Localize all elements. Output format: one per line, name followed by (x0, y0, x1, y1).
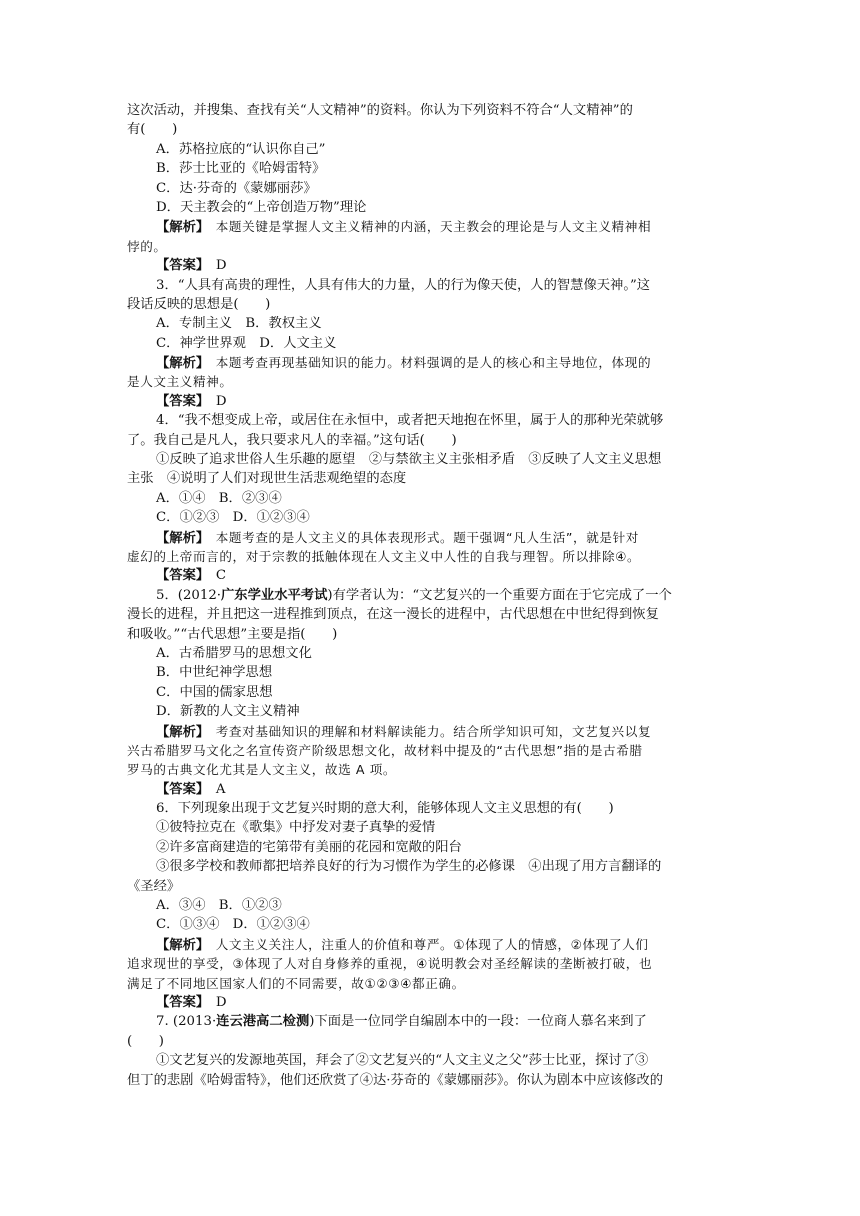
text-line (127, 605, 733, 624)
text-line (127, 702, 733, 721)
line-text: A．苏格拉底的“认识你自己” (156, 141, 326, 157)
line-text: C．中国的儒家思想 (156, 684, 273, 700)
line-text: D (202, 393, 227, 409)
line-text: 和吸收。”“古代思想”主要是指( ) (127, 626, 338, 642)
text-line (127, 663, 733, 682)
line-text: A．③④ B．①②③ (156, 898, 282, 914)
line-text: A．专制主义 B．教权主义 (156, 316, 322, 332)
line-text: ①文艺复兴的发源地英国，拜会了②文艺复兴的“人文主义之父”莎士比亚，探讨了③ (156, 1053, 649, 1069)
line-text: 本题关键是掌握人文主义精神的内涵，天主教会的理论是与人文主义精神相 (202, 219, 652, 235)
text-line (127, 915, 733, 934)
line-text: ①反映了追求世俗人生乐趣的愿望 ②与禁欲主义主张相矛盾 ③反映了人文主义思想 (156, 452, 662, 468)
line-text: 满足了不同地区国家人们的不同需要，故①②③④都正确。 (127, 975, 465, 991)
text-line (127, 838, 733, 857)
text-line (127, 120, 733, 139)
text-line (127, 877, 733, 896)
line-text: 段话反映的思想是( ) (127, 296, 271, 312)
analysis-tag: 【解析】 (156, 356, 203, 372)
text-line (127, 1032, 733, 1051)
line-text: 漫长的进程，并且把这一进程推到顶点，在这一漫长的进程中，古代思想在中世纪得到恢复 (127, 607, 659, 623)
line-text: 考查对基础知识的理解和材料解读能力。结合所学知识可知，文艺复兴以复 (202, 723, 652, 739)
line-text: D (202, 994, 227, 1010)
line-text: ( ) (127, 1033, 164, 1049)
line-text: 有( ) (127, 122, 178, 138)
text-line (127, 896, 733, 915)
document-body (127, 101, 733, 1090)
line-text: D．天主教会的“上帝创造万物”理论 (156, 199, 367, 215)
text-line (127, 489, 733, 508)
text-line (127, 469, 733, 488)
line-text: C．神学世界观 D．人文主义 (156, 335, 337, 351)
text-line (127, 450, 733, 469)
line-text: ①彼特拉克在《歌集》中抒发对妻子真挚的爱情 (156, 820, 436, 836)
line-text: 虚幻的上帝而言的，对于宗教的抵触体现在人文主义中人性的自我与理智。所以排除④。 (127, 548, 641, 564)
line-text: C．①②③ D．①②③④ (156, 510, 310, 526)
analysis-line (127, 935, 733, 954)
text-line (127, 314, 733, 333)
text-line (127, 295, 733, 314)
line-text: A．①④ B．②③④ (156, 490, 282, 506)
text-line (127, 179, 733, 198)
question-number: 5．(2012· (156, 587, 222, 603)
analysis-tag: 【解析】 (156, 937, 203, 953)
answer-line (127, 256, 733, 275)
answer-line (127, 993, 733, 1012)
line-text: D．新教的人文主义精神 (156, 704, 300, 720)
line-text: C．①③④ D．①②③④ (156, 917, 310, 933)
line-text: 人文主义关注人，注重人的价值和尊严。①体现了人的情感，②体现了人们 (202, 936, 649, 952)
analysis-tag: 【解析】 (156, 724, 203, 740)
text-line (127, 1051, 733, 1070)
answer-tag: 【答案】 (156, 568, 203, 584)
line-text: 追求现世的享受，③体现了人对自身修养的重视，④说明教会对圣经解读的垄断被打破，也 (127, 956, 653, 972)
line-text: 3．“人具有高贵的理性，人具有伟大的力量，人的行为像天使，人的智慧像天神。”这 (156, 277, 651, 293)
line-text: ②许多富商建造的宅第带有美丽的花园和宽敞的阳台 (156, 839, 462, 855)
analysis-line (127, 974, 733, 993)
text-line (127, 198, 733, 217)
line-text: A．古希腊罗马的思想文化 (156, 645, 312, 661)
text-line (127, 101, 733, 120)
line-text: 主张 ④说明了人们对现世生活悲观绝望的态度 (127, 471, 407, 487)
answer-tag: 【答案】 (156, 393, 203, 409)
analysis-tag: 【解析】 (156, 220, 203, 236)
answer-line (127, 566, 733, 585)
line-text: )有学者认为：“文艺复兴的一个重要方面在于它完成了一个 (327, 587, 672, 603)
answer-line (127, 780, 733, 799)
answer-tag: 【答案】 (156, 258, 203, 274)
line-text: B．莎士比亚的《哈姆雷特》 (156, 161, 326, 177)
analysis-line (127, 954, 733, 973)
analysis-tag: 【解析】 (156, 530, 203, 546)
text-line (127, 159, 733, 178)
line-text: 本题考查再现基础知识的能力。材料强调的是人的核心和主导地位，体现的 (202, 355, 652, 371)
line-text: C．达·芬奇的《蒙娜丽莎》 (156, 180, 317, 196)
text-line (127, 334, 733, 353)
analysis-line (127, 741, 733, 760)
line-text: 4．“我不想变成上帝，或居住在永恒中，或者把天地抱在怀里，属于人的那种光荣就够 (156, 413, 664, 429)
text-line (127, 799, 733, 818)
line-text: D (202, 258, 227, 274)
line-text: C (202, 568, 227, 584)
line-text: 本题考查的是人文主义的具体表现形式。题干强调“凡人生活”，就是针对 (202, 529, 639, 545)
text-line (127, 508, 733, 527)
text-line (127, 431, 733, 450)
line-text: 这次活动，并搜集、查找有关“人文精神”的资料。你认为下列资料不符合“人文精神”的 (127, 103, 633, 118)
analysis-line (127, 528, 733, 547)
text-line (127, 586, 733, 605)
analysis-line (127, 237, 733, 256)
question-source: 广东学业水平考试 (221, 587, 328, 603)
text-line (127, 411, 733, 430)
line-text: 6．下列现象出现于文艺复兴时期的意大利，能够体现人文主义思想的有( ) (156, 801, 614, 817)
line-text: 《圣经》 (127, 878, 181, 894)
question-number: 7. (2013· (156, 1014, 217, 1030)
text-line (127, 818, 733, 837)
analysis-line (127, 722, 733, 741)
text-line (127, 644, 733, 663)
line-text: 罗马的古典文化尤其是人文主义，故选 A 项。 (127, 762, 397, 778)
question-source: 连云港高二检测 (216, 1014, 310, 1030)
line-text: A (202, 781, 226, 797)
line-text: 悖的。 (127, 238, 167, 254)
text-line (127, 1012, 733, 1031)
text-line (127, 683, 733, 702)
line-text: 但丁的悲剧《哈姆雷特》，他们还欣赏了④达·芬奇的《蒙娜丽莎》。你认为剧本中应该修改的 (127, 1072, 664, 1088)
text-line (127, 857, 733, 876)
text-line (127, 625, 733, 644)
line-text: 了。我自己是凡人，我只要求凡人的幸福。”这句话( ) (127, 432, 457, 448)
analysis-line (127, 353, 733, 372)
line-text: B．中世纪神学思想 (156, 665, 273, 681)
analysis-line (127, 217, 733, 236)
answer-tag: 【答案】 (156, 781, 203, 797)
text-line (127, 276, 733, 295)
text-line (127, 1071, 733, 1090)
analysis-line (127, 760, 733, 779)
analysis-line (127, 547, 733, 566)
line-text: 是人文主义精神。 (127, 374, 233, 390)
line-text: )下面是一位同学自编剧本中的一段：一位商人慕名来到了 (309, 1014, 647, 1030)
text-line (127, 140, 733, 159)
line-text: ③很多学校和教师都把培养良好的行为习惯作为学生的必修课 ④出现了用方言翻译的 (156, 859, 662, 875)
line-text: 兴古希腊罗马文化之名宣传资产阶级思想文化，故材料中提及的“古代思想”指的是古希腊 (127, 742, 643, 758)
answer-line (127, 392, 733, 411)
analysis-line (127, 372, 733, 391)
answer-tag: 【答案】 (156, 994, 203, 1010)
